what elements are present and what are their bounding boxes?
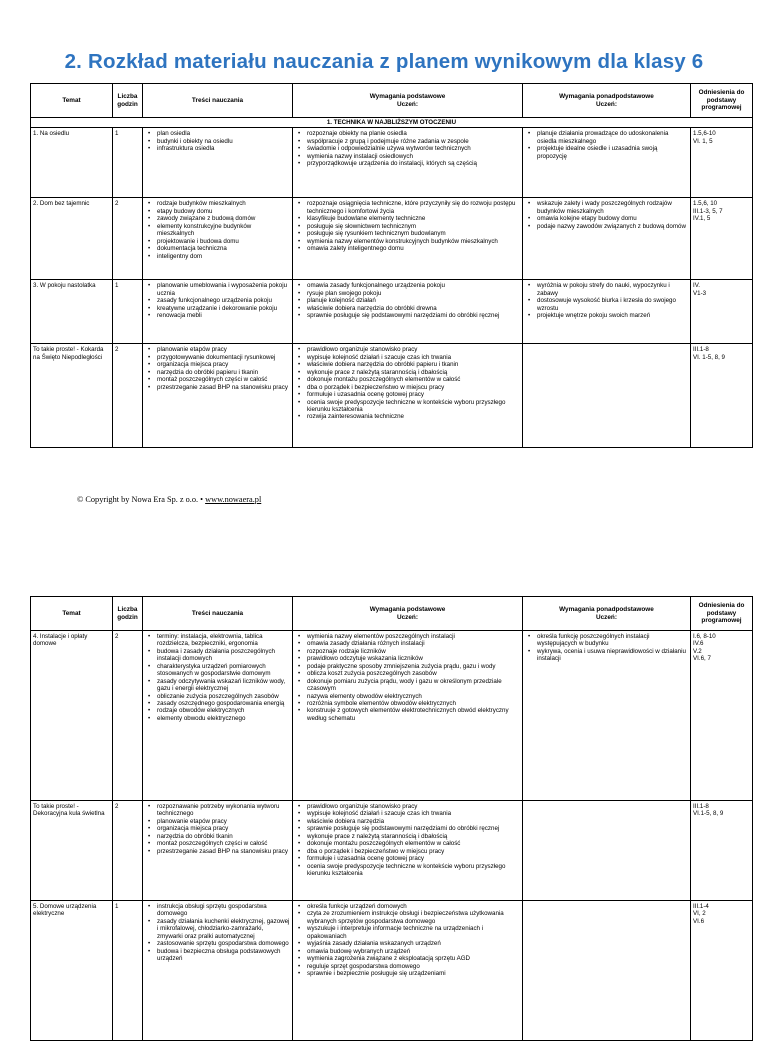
list-item: • zasady działania kuchenki elektrycznej, gazowej i mikrofalowej, chłodziarko-zamrażarki, zmywarki oraz pralki automatycznej [157,918,290,940]
table-row [31,198,753,280]
cell-wymagania-podstawowe [293,198,523,280]
list-item: • ocenia swoje predyspozycje techniczne w kontekście wyboru przyszłego kierunku kształcenia [307,399,520,414]
list-item: • prawidłowo odczytuje wskazania liczników [307,655,520,662]
cell-wymagania-ponadpodstawowe [523,128,691,198]
cell-wymagania-ponadpodstawowe [523,198,691,280]
cell-temat: 5. Domowe urządzenia elektryczne [31,901,113,1041]
cell-odniesienia: 1.5,6, 10 III.1-3, 5, 7 IV.1, 5 [691,198,753,280]
list-item: • montaż poszczególnych części w całość [157,840,290,847]
ponadpodstawowe-list [525,282,688,319]
list-item: • wymienia nazwy elementów konstrukcyjnych budynków mieszkalnych [307,238,520,245]
copyright-text: © Copyright by Nowa Era Sp. z o.o. • [77,495,206,504]
list-item: • wyszukuje i interpretuje informacje techniczne na urządzeniach i opakowaniach [307,925,520,940]
list-item: • formułuje i uzasadnia ocenę gotowej pracy [307,855,520,862]
cell-wymagania-ponadpodstawowe [523,631,691,801]
list-item: • planowanie etapów pracy [157,346,290,353]
list-item: • rozwija zainteresowania techniczne [307,413,520,420]
list-item: • omawia budowę wybranych urządzeń [307,948,520,955]
list-item: • zasady oszczędnego gospodarowania energią [157,700,290,707]
list-item: • klasyfikuje budowlane elementy techniczne [307,215,520,222]
list-item: • konstruuje z gotowych elementów elektrotechnicznych obwód elektryczny według schematu [307,707,520,722]
list-item: • kreatywne urządzanie i dekorowanie pokoju [157,305,290,312]
header-wymagania-ponadpodstawowe: Wymagania ponadpodstawowe Uczeń: [523,84,691,118]
list-item: • przyporządkowuje urządzenia do instalacji, których są częścią [307,160,520,167]
cell-odniesienia: 1.5,6-10 VI. 1, 5 [691,128,753,198]
header-liczba-godzin: Liczba godzin [113,597,143,631]
list-item: • właściwie dobiera narzędzia do obróbki drewna [307,305,520,312]
cell-tresci [143,901,293,1041]
cell-godziny: 2 [113,198,143,280]
list-item: • wykonuje prace z należytą starannością i dbałością [307,369,520,376]
list-item: • omawia zasady działania różnych instalacji [307,640,520,647]
list-item: • wskazuje zalety i wady poszczególnych rodzajów budynków mieszkalnych [537,200,688,215]
list-item: • oblicza koszt zużycia poszczególnych zasobów [307,670,520,677]
list-item: • wypisuje kolejność działań i szacuje czas ich trwania [307,810,520,817]
list-item: • ocenia swoje predyspozycje techniczne w kontekście wyboru przyszłego kierunku kształcenia [307,863,520,878]
list-item: • planuje kolejność działań [307,297,520,304]
list-item: • budowa i zasady działania poszczególnych instalacji domowych [157,648,290,663]
list-item: • plan osiedla [157,130,290,137]
header-temat: Temat [31,597,113,631]
list-item: • infrastruktura osiedla [157,145,290,152]
list-item: • charakterystyka urządzeń pomiarowych stosowanych w gospodarstwie domowym [157,663,290,678]
cell-wymagania-podstawowe [293,801,523,901]
list-item: • współpracuje z grupą i podejmuje różne zadania w zespole [307,138,520,145]
cell-temat: To takie proste! - Dekoracyjna kula świetlna [31,801,113,901]
list-item: • planowanie etapów pracy [157,818,290,825]
header-liczba-godzin: Liczba godzin [113,84,143,118]
cell-wymagania-podstawowe [293,128,523,198]
list-item: • instrukcja obsługi sprzętu gospodarstwa domowego [157,903,290,918]
cell-godziny: 2 [113,801,143,901]
ponadpodstawowe-list [525,200,688,230]
cell-temat: 1. Na osiedlu [31,128,113,198]
list-item: • zawody związane z budową domów [157,215,290,222]
section-title: 1. TECHNIKA W NAJBLIŻSZYM OTOCZENIU [31,118,753,128]
cell-godziny: 1 [113,128,143,198]
list-item: • właściwie dobiera narzędzia do obróbki papieru i tkanin [307,361,520,368]
list-item: • inteligentny dom [157,253,290,260]
cell-wymagania-ponadpodstawowe [523,801,691,901]
list-item: • rodzaje budynków mieszkalnych [157,200,290,207]
cell-tresci [143,801,293,901]
list-item: • przestrzeganie zasad BHP na stanowisku pracy [157,848,290,855]
list-item: • montaż poszczególnych części w całość [157,376,290,383]
copyright-footer [77,495,261,504]
list-item: • elementy konstrukcyjne budynków mieszkalnych [157,223,290,238]
cell-godziny: 1 [113,901,143,1041]
list-item: • rozpoznaje rodzaje liczników [307,648,520,655]
ponadpodstawowe-list [525,633,688,663]
list-item: • projektuje wnętrze pokoju swoich marzeń [537,312,688,319]
list-item: • organizacja miejsca pracy [157,825,290,832]
cell-tresci [143,128,293,198]
list-item: • czyta ze zrozumieniem instrukcje obsługi i bezpieczeństwa użytkowania wybranych sprzętów gospodarstwa domowego [307,910,520,925]
list-item: • dostosowuje wysokość biurka i krzesła do swojego wzrostu [537,297,688,312]
plan-table-2 [30,596,753,1041]
list-item: • projektowanie i budowa domu [157,238,290,245]
list-item: • budynki i obiekty na osiedlu [157,138,290,145]
list-item: • planuje działania prowadzące do udoskonalenia osiedla mieszkalnego [537,130,688,145]
tresci-list [145,803,290,855]
list-item: • określa funkcję poszczególnych instalacji występujących w budynku [537,633,688,648]
list-item: • sprawnie i bezpiecznie posługuje się urządzeniami [307,970,520,977]
table-row [31,631,753,801]
list-item: • zastosowanie sprzętu gospodarstwa domowego [157,940,290,947]
podstawowe-list [295,282,520,319]
list-item: • obliczanie zużycia poszczególnych zasobów [157,693,290,700]
list-item: • renowacja mebli [157,312,290,319]
header-odniesienia: Odniesienia do podstawy programowej [691,84,753,118]
tresci-list [145,200,290,260]
cell-odniesienia: I.6, 8-10 IV.6 V.2 VI.6, 7 [691,631,753,801]
header-wymagania-podstawowe: Wymagania podstawowe Uczeń: [293,84,523,118]
cell-temat: 3. W pokoju nastolatka [31,280,113,344]
podstawowe-list [295,346,520,420]
cell-godziny: 2 [113,631,143,801]
cell-godziny: 1 [113,280,143,344]
header-wymagania-podstawowe: Wymagania podstawowe Uczeń: [293,597,523,631]
list-item: • zasady odczytywania wskazań liczników wody, gazu i energii elektrycznej [157,678,290,693]
cell-odniesienia: III.1-8 VI.1-5, 8, 9 [691,801,753,901]
list-item: • zasady funkcjonalnego urządzenia pokoju [157,297,290,304]
cell-tresci [143,631,293,801]
list-item: • terminy: instalacja, elektrownia, tablica rozdzielcza, bezpieczniki, ergonomia [157,633,290,648]
list-item: • elementy obwodu elektrycznego [157,715,290,722]
list-item: • podaje nazwy zawodów związanych z budową domów [537,223,688,230]
cell-godziny: 2 [113,344,143,448]
list-item: • rozpoznawanie potrzeby wykonania wytworu technicznego [157,803,290,818]
tresci-list [145,633,290,722]
list-item: • świadomie i odpowiedzialnie używa wytworów technicznych [307,145,520,152]
podstawowe-list [295,803,520,877]
list-item: • sprawnie posługuje się podstawowymi narzędziami do obróbki ręcznej [307,825,520,832]
list-item: • wyróżnia w pokoju strefy do nauki, wypoczynku i zabawy [537,282,688,297]
table-row [31,901,753,1041]
podstawowe-list [295,903,520,977]
cell-temat: 4. Instalacje i opłaty domowe [31,631,113,801]
list-item: • prawidłowo organizuje stanowisko pracy [307,346,520,353]
list-item: • formułuje i uzasadnia ocenę gotowej pracy [307,391,520,398]
list-item: • omawia zasady funkcjonalnego urządzenia pokoju [307,282,520,289]
podstawowe-list [295,130,520,167]
header-wymagania-ponadpodstawowe: Wymagania ponadpodstawowe Uczeń: [523,597,691,631]
podstawowe-list [295,633,520,722]
list-item: • właściwie dobiera narzędzia [307,818,520,825]
list-item: • określa funkcje urządzeń domowych [307,903,520,910]
table-row [31,128,753,198]
header-odniesienia: Odniesienia do podstawy programowej [691,597,753,631]
list-item: • rozpoznaje obiekty na planie osiedla [307,130,520,137]
cell-temat: To takie proste! - Kokarda na Święto Niepodległości [31,344,113,448]
table-row [31,801,753,901]
list-item: • posługuje się słownictwem technicznym [307,223,520,230]
list-item: • wykonuje prace z należytą starannością i dbałością [307,833,520,840]
tresci-list [145,903,290,963]
cell-odniesienia: III.1-4 VI, 2 VI.6 [691,901,753,1041]
tresci-list [145,130,290,152]
list-item: • sprawnie posługuje się podstawowymi narzędziami do obróbki ręcznej [307,312,520,319]
table-row [31,344,753,448]
list-item: • wykrywa, ocenia i usuwa nieprawidłowości w działaniu instalacji [537,648,688,663]
list-item: • rysuje plan swojego pokoju [307,290,520,297]
list-item: • dokonuje montażu poszczególnych elementów w całość [307,840,520,847]
list-item: • wyjaśnia zasady działania wskazanych urządzeń [307,940,520,947]
cell-tresci [143,280,293,344]
cell-wymagania-ponadpodstawowe [523,901,691,1041]
list-item: • nazywa elementy obwodów elektrycznych [307,693,520,700]
cell-wymagania-podstawowe [293,631,523,801]
list-item: • dba o porządek i bezpieczeństwo w miejscu pracy [307,848,520,855]
cell-wymagania-podstawowe [293,280,523,344]
list-item: • rozróżnia symbole elementów obwodów elektrycznych [307,700,520,707]
list-item: • podaje praktyczne sposoby zmniejszenia zużycia prądu, gazu i wody [307,663,520,670]
cell-temat: 2. Dom bez tajemnic [31,198,113,280]
list-item: • wymienia nazwy elementów poszczególnych instalacji [307,633,520,640]
list-item: • organizacja miejsca pracy [157,361,290,368]
tresci-list [145,346,290,391]
list-item: • dba o porządek i bezpieczeństwo w miejscu pracy [307,384,520,391]
tresci-list [145,282,290,319]
list-item: • omawia kolejne etapy budowy domu [537,215,688,222]
list-item: • budowa i bezpieczna obsługa podstawowych urządzeń [157,948,290,963]
header-temat: Temat [31,84,113,118]
plan-table-1 [30,83,753,448]
list-item: • reguluje sprzęt gospodarstwa domowego [307,963,520,970]
list-item: • wymienia nazwy instalacji osiedlowych [307,153,520,160]
list-item: • przestrzeganie zasad BHP na stanowisku pracy [157,384,290,391]
list-item: • projektuje idealne osiedle i uzasadnia swoją propozycję [537,145,688,160]
copyright-link[interactable]: www.nowaera.pl [205,495,262,504]
cell-wymagania-ponadpodstawowe [523,280,691,344]
list-item: • wymienia zagrożenia związane z eksploatacją sprzętu AGD [307,955,520,962]
cell-wymagania-podstawowe [293,344,523,448]
table-row [31,280,753,344]
podstawowe-list [295,200,520,252]
list-item: • posługuje się rysunkiem technicznym budowlanym [307,230,520,237]
list-item: • wypisuje kolejność działań i szacuje czas ich trwania [307,354,520,361]
list-item: • planowanie umeblowania i wyposażenia pokoju ucznia [157,282,290,297]
list-item: • prawidłowo organizuje stanowisko pracy [307,803,520,810]
cell-tresci [143,344,293,448]
list-item: • rozpoznaje osiągnięcia techniczne, które przyczyniły się do rozwoju postępu technicznego i komfortowi życia [307,200,520,215]
list-item: • dokonuje montażu poszczególnych elementów w całość [307,376,520,383]
list-item: • narzędzia do obróbki papieru i tkanin [157,369,290,376]
header-tresci: Treści nauczania [143,84,293,118]
list-item: • omawia zalety inteligentnego domu [307,245,520,252]
page-title: 2. Rozkład materiału nauczania z planem wynikowym dla klasy 6 [64,50,704,73]
header-tresci: Treści nauczania [143,597,293,631]
cell-odniesienia: III.1-8 VI. 1-5, 8, 9 [691,344,753,448]
list-item: • etapy budowy domu [157,208,290,215]
cell-tresci [143,198,293,280]
cell-wymagania-podstawowe [293,901,523,1041]
list-item: • przygotowywanie dokumentacji rysunkowej [157,354,290,361]
list-item: • dokumentacja techniczna [157,245,290,252]
cell-wymagania-ponadpodstawowe [523,344,691,448]
list-item: • narzędzia do obróbki tkanin [157,833,290,840]
list-item: • dokonuje pomiaru zużycia prądu, wody i gazu w określonym przedziale czasowym [307,678,520,693]
ponadpodstawowe-list [525,130,688,160]
cell-odniesienia: IV. V1-3 [691,280,753,344]
list-item: • rodzaje obwodów elektrycznych [157,707,290,714]
